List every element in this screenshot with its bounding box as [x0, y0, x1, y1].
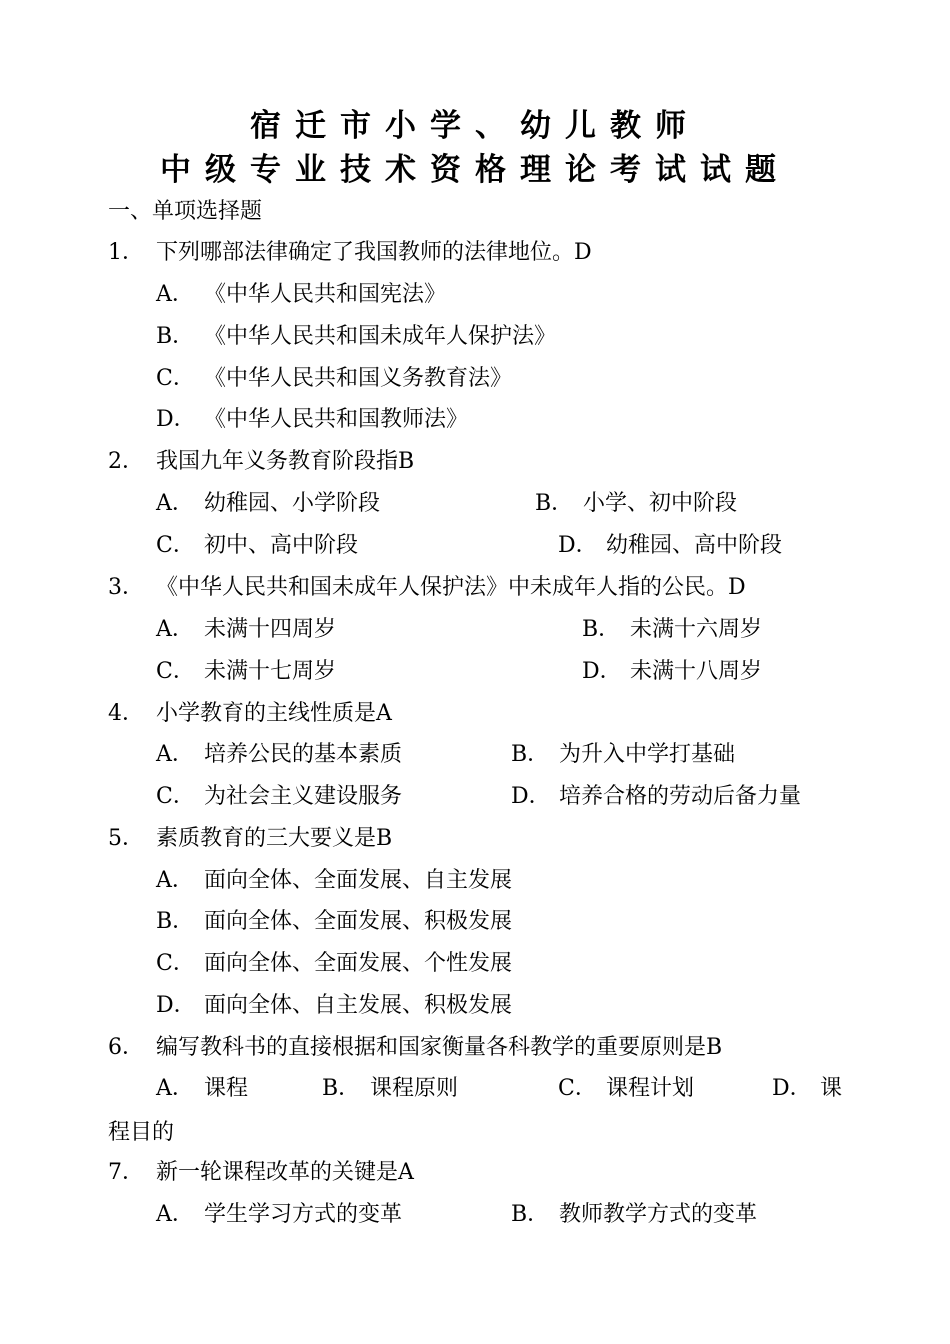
option [156, 782, 402, 812]
option [156, 1074, 248, 1104]
option-text: 幼稚园、小学阶段 [204, 491, 381, 516]
question-text: 下列哪部法律确定了我国教师的法律地位。D [156, 240, 592, 265]
option-text: 面向全体、全面发展、个性发展 [204, 951, 513, 976]
option [156, 1200, 402, 1230]
option-text: 面向全体、全面发展、积极发展 [204, 909, 513, 934]
option [156, 280, 446, 310]
option-letter: A． [156, 1076, 194, 1101]
option-text: 《中华人民共和国义务教育法》 [204, 366, 513, 391]
option [322, 1074, 458, 1104]
option-text: 教师教学方式的变革 [559, 1202, 758, 1227]
option-text: 课程计划 [606, 1076, 695, 1101]
option [772, 1074, 842, 1104]
option [156, 489, 380, 519]
section-heading: 一、单项选择题 [108, 199, 263, 224]
option [156, 531, 358, 561]
option [558, 1074, 694, 1104]
option-text: 面向全体、自主发展、积极发展 [204, 993, 513, 1018]
option-letter: D． [511, 784, 551, 809]
option-wrap-text: 程目的 [108, 1120, 175, 1145]
option-letter: C． [156, 951, 195, 976]
question-text: 《中华人民共和国未成年人保护法》中未成年人指的公民。D [156, 575, 746, 600]
option [156, 907, 512, 937]
question-text: 我国九年义务教育阶段指B [156, 449, 415, 474]
option-letter: A． [156, 868, 194, 893]
option-letter: A． [156, 617, 194, 642]
question-number: 3． [108, 575, 144, 600]
option-text: 未满十六周岁 [630, 617, 763, 642]
option-letter: C． [156, 784, 195, 809]
option-text: 培养公民的基本素质 [204, 742, 403, 767]
option-text: 培养合格的劳动后备力量 [559, 784, 802, 809]
option-text: 初中、高中阶段 [204, 533, 359, 558]
option-letter: A． [156, 491, 194, 516]
option-letter: C． [156, 366, 195, 391]
option [558, 531, 782, 561]
option-letter: D． [558, 533, 598, 558]
option-letter: B． [322, 1076, 361, 1101]
option-text: 《中华人民共和国未成年人保护法》 [204, 324, 557, 349]
question-text: 素质教育的三大要义是B [156, 826, 393, 851]
option-letter: A． [156, 742, 194, 767]
option-letter: D． [156, 407, 196, 432]
option [511, 740, 735, 770]
option-text: 《中华人民共和国教师法》 [204, 407, 469, 432]
option [156, 405, 468, 435]
option [156, 740, 402, 770]
option [156, 949, 512, 979]
option-letter: C． [156, 659, 195, 684]
question-text: 编写教科书的直接根据和国家衡量各科教学的重要原则是B [156, 1035, 723, 1060]
option [156, 866, 512, 896]
option-letter: B． [511, 1202, 550, 1227]
option [582, 615, 762, 645]
option [156, 991, 512, 1021]
option [535, 489, 737, 519]
title-line-2: 中级专业技术资格理论考试试题 [160, 152, 790, 188]
option-letter: C． [156, 533, 195, 558]
option-text: 为升入中学打基础 [559, 742, 736, 767]
option-text: 小学、初中阶段 [583, 491, 738, 516]
question-number: 7． [108, 1160, 144, 1185]
option-text: 未满十八周岁 [630, 659, 763, 684]
question-number: 1． [108, 240, 144, 265]
option-text: 《中华人民共和国宪法》 [204, 282, 447, 307]
option-text: 未满十七周岁 [204, 659, 337, 684]
option [156, 657, 336, 687]
option [156, 364, 512, 394]
option-letter: A． [156, 1202, 194, 1227]
option [511, 782, 801, 812]
option-text: 学生学习方式的变革 [204, 1202, 403, 1227]
question-text: 小学教育的主线性质是A [156, 701, 392, 726]
question-number: 2． [108, 449, 144, 474]
option-text: 面向全体、全面发展、自主发展 [204, 868, 513, 893]
option-letter: D． [772, 1076, 812, 1101]
option-letter: B． [582, 617, 621, 642]
option-text: 课程 [204, 1076, 249, 1101]
question-text: 新一轮课程改革的关键是A [156, 1160, 414, 1185]
option-letter: C． [558, 1076, 597, 1101]
option-letter: A． [156, 282, 194, 307]
option-letter: B． [156, 324, 195, 349]
option [156, 322, 556, 352]
option-letter: B． [156, 909, 195, 934]
option-text: 未满十四周岁 [204, 617, 337, 642]
option-letter: B． [535, 491, 574, 516]
option-letter: D． [582, 659, 622, 684]
option-text: 课 [820, 1076, 843, 1101]
option [156, 615, 336, 645]
option [582, 657, 762, 687]
option-text: 课程原则 [370, 1076, 459, 1101]
option [511, 1200, 757, 1230]
question-number: 4． [108, 701, 144, 726]
option-letter: D． [156, 993, 196, 1018]
title-line-1: 宿迁市小学、幼儿教师 [250, 108, 700, 144]
question-number: 5． [108, 826, 144, 851]
option-letter: B． [511, 742, 550, 767]
option-text: 为社会主义建设服务 [204, 784, 403, 809]
option-text: 幼稚园、高中阶段 [606, 533, 783, 558]
question-number: 6． [108, 1035, 144, 1060]
